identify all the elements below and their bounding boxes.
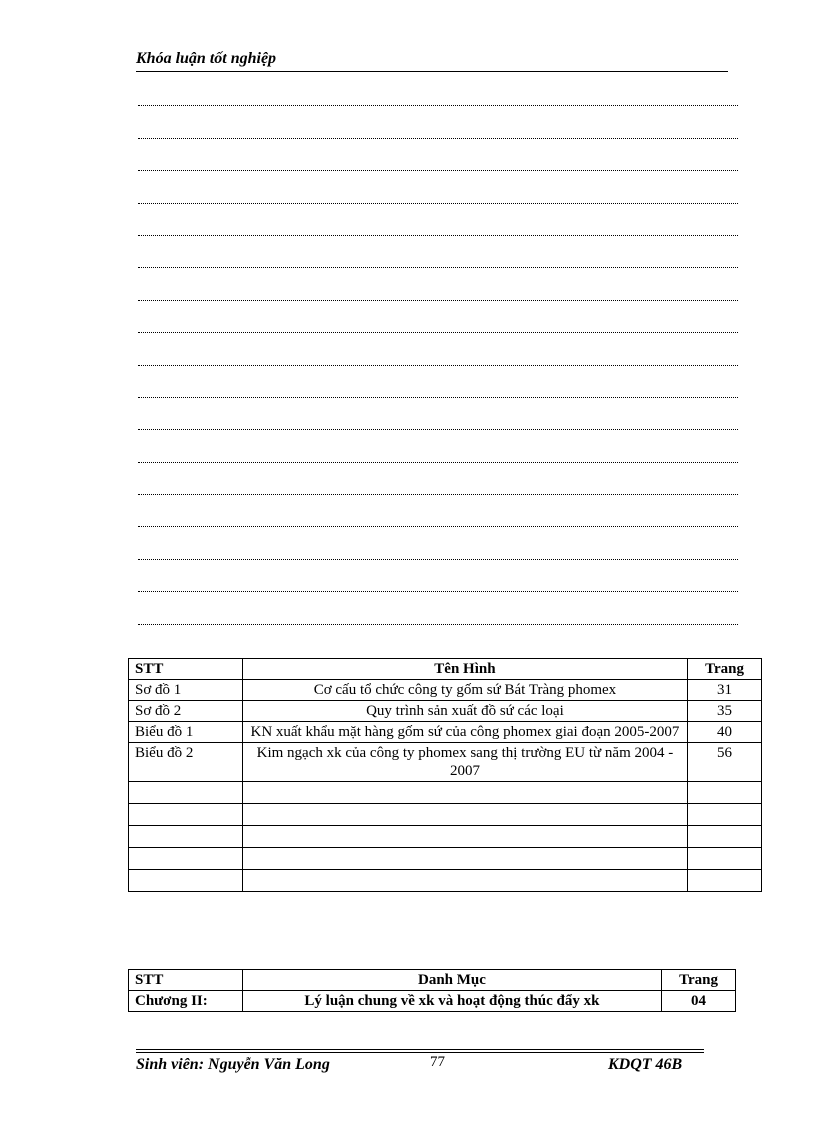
table-cell: 40	[688, 722, 762, 743]
table-cell: KN xuất khẩu mặt hàng gốm sứ của công phomex giai đoạn 2005-2007	[242, 722, 687, 743]
table-cell: Sơ đồ 1	[129, 680, 243, 701]
dotted-line	[138, 216, 738, 248]
dotted-line	[138, 572, 738, 604]
table-cell	[688, 848, 762, 870]
footer-class-code: KDQT 46B	[608, 1056, 683, 1073]
table-row	[129, 680, 762, 701]
header-rule	[136, 71, 728, 72]
table-cell: 56	[688, 743, 762, 782]
empty-table-row	[129, 848, 762, 870]
dotted-lines-block	[138, 86, 738, 637]
dotted-line	[138, 539, 738, 571]
dotted-line	[138, 378, 738, 410]
table-cell	[688, 870, 762, 892]
table-cell	[242, 804, 687, 826]
table-cell: 35	[688, 701, 762, 722]
table-row	[129, 701, 762, 722]
dotted-line	[138, 151, 738, 183]
table-cell	[129, 870, 243, 892]
table-cell	[688, 782, 762, 804]
catalog-table-header	[129, 970, 736, 991]
table-row	[129, 722, 762, 743]
table-cell	[688, 826, 762, 848]
dotted-line	[138, 442, 738, 474]
footer-rule	[136, 1052, 704, 1053]
dotted-line	[138, 313, 738, 345]
dotted-line	[138, 86, 738, 118]
dotted-line	[138, 507, 738, 539]
table-cell: Quy trình sản xuất đồ sứ các loại	[242, 701, 687, 722]
footer-rule	[136, 1049, 704, 1050]
footer-student-name: Sinh viên: Nguyễn Văn Long	[136, 1056, 330, 1073]
table-cell: Kim ngạch xk của công ty phomex sang thị trường EU từ năm 2004 - 2007	[242, 743, 687, 782]
footer-page-number: 77	[430, 1054, 445, 1070]
empty-table-row	[129, 782, 762, 804]
table-cell: Sơ đồ 2	[129, 701, 243, 722]
dotted-line	[138, 183, 738, 215]
header-figure-name: Tên Hình	[242, 659, 687, 680]
dotted-line	[138, 248, 738, 280]
header-page: Trang	[688, 659, 762, 680]
header-stt: STT	[129, 659, 243, 680]
empty-table-row	[129, 804, 762, 826]
table-row	[129, 991, 736, 1012]
header-category: Danh Mục	[242, 970, 661, 991]
dotted-line	[138, 604, 738, 636]
table-cell: 31	[688, 680, 762, 701]
table-cell: Lý luận chung về xk và hoạt động thúc đẩy xk	[242, 991, 661, 1012]
table-cell	[242, 826, 687, 848]
table-cell: 04	[662, 991, 736, 1012]
table-cell: Biểu đồ 2	[129, 743, 243, 782]
figures-table-header	[129, 659, 762, 680]
table-cell	[242, 782, 687, 804]
table-cell: Biểu đồ 1	[129, 722, 243, 743]
dotted-line	[138, 410, 738, 442]
table-cell: Chương II:	[129, 991, 243, 1012]
empty-table-row	[129, 826, 762, 848]
table-cell	[129, 826, 243, 848]
dotted-line	[138, 118, 738, 150]
figures-table	[128, 658, 762, 892]
table-cell	[129, 782, 243, 804]
dotted-line	[138, 475, 738, 507]
page-header-title: Khóa luận tốt nghiệp	[136, 50, 277, 67]
catalog-table	[128, 969, 736, 1012]
header-stt: STT	[129, 970, 243, 991]
empty-table-row	[129, 870, 762, 892]
dotted-line	[138, 345, 738, 377]
header-page: Trang	[662, 970, 736, 991]
table-cell	[688, 804, 762, 826]
table-cell	[242, 870, 687, 892]
dotted-line	[138, 280, 738, 312]
table-cell: Cơ cấu tổ chức công ty gốm sứ Bát Tràng phomex	[242, 680, 687, 701]
table-cell	[129, 804, 243, 826]
table-row	[129, 743, 762, 782]
table-cell	[242, 848, 687, 870]
table-cell	[129, 848, 243, 870]
